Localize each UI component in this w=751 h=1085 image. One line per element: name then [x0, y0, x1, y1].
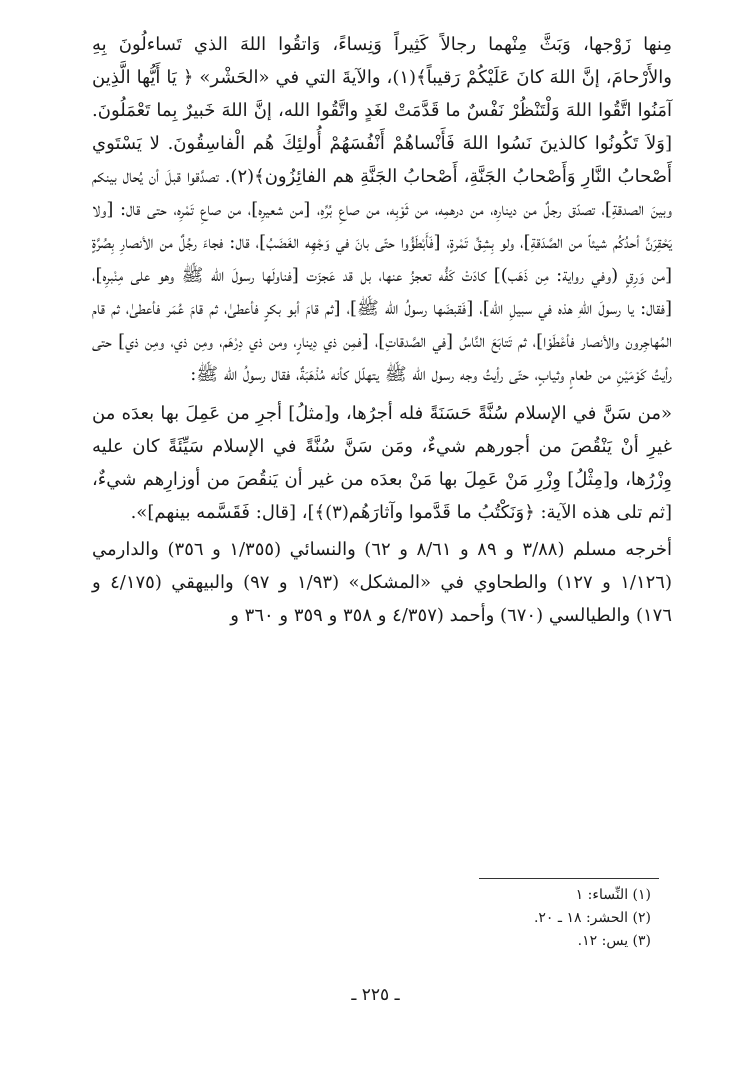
footnotes	[534, 884, 651, 953]
takhrij-paragraph: أخرجه مسلم (٣/٨٨ و ٨٩ و ٨/٦١ و ٦٢) والنسائي (١/٣٥٥ و ٣٥٦) والدارمي (١/١٢٦ و ١٢٧) والطحاوي في «المشكل» (١/٩٣ و ٩٧) والبيهقي (٤/١٧٥ و ١٧٦) والطيالسي (٦٧٠) وأحمد (٤/٣٥٧ و ٣٥٨ و ٣٥٩ و ٣٦٠ و	[92, 539, 673, 626]
main-paragraph-text: مِنها زَوْجها، وَبَثَّ مِنْهما رجالاً كَثِيراً وَنِساءً، وَاتقُوا اللهَ الذي تَساءلُونَ بِهِ والأَرْحامَ، إنَّ اللهَ كانَ عَلَيْكُمْ رَقيباً﴾(١)، والآيةَ التي في «الحَشْر» ﴿ يَا أَيُّها الَّذِين آمَنُوا اتَّقُوا اللهَ وَلْتَنْظُرْ نَفْسٌ ما قَدَّمَتْ لغَدٍ واتَّقُوا الله، إنَّ اللهَ خَبيرٌ بِما تَعْمَلُونَ. [وَلاَ تَكُونُوا كالذينَ نَسُوا اللهَ فَأَنْساهُمْ أَنْفُسَهُمْ أُولئِكَ هُم الْفاسِقُونَ. لا يَسْتَوي أَصْحابُ النَّارِ وَأَصْحابُ الجَنَّةِ، أَصْحابُ الجَنَّةِ هم الفائِزُون﴾(٢). تصدَّقوا قبلَ أن يُحال بينكم وبينَ الصدقةِ]، تصدّق رجلٌ من دينارِه، من درهمِه، من ثَوْبِه، من صاعِ بُرِّهِ، [من شعيرِه]، من صاعِ تَمْرِه، حتى قال: [ولا يَحْقِرَنَّ أحدُكُم شيئاً من الصَّدَقةِ]، ولو بِشِقِّ تَمْرةٍ، [فَأَبْطَؤُوا حتّى بانَ في وَجْهِه الغَضَبُ]، قال: فجاءَ رجُلٌ من الأنصارِ بِصُرَّةٍ [من وَرِقٍ (وفي رواية: مِن ذَهَب)] كادَتْ كَفُّه تعجزُ عنها، بل قد عَجزَت [فناولَها رسولَ الله ﷺ وهو على مِنْبرِه]، [فقال: يا رسولَ اللهِ هذه في سبيلِ الله]، [فَقبضَها رسولُ الله ﷺ]، [ثم قامَ أبو بكرٍ فأعطىٰ، ثم قامَ عُمَر فأعطىٰ، ثم قام المُهاجِرون والأنصار فأعْطَوْا]، ثم تَتابَعَ النَّاسُ [في الصَّدقاتِ]، [فمِن ذي دِينارٍ، ومن ذي دِرْهَم، ومِن ذي، ومِن ذي] حتى رأيتُ كَوْمَيْنِ من طعامٍ وثيابٍ، حتّى رأيتُ وجه رسول الله ﷺ يتهلّل كأنه مُذْهَبَةٌ، فقال رسولُ الله ﷺ:	[92, 34, 672, 385]
page-body	[92, 28, 672, 632]
footnote-1: (١) النِّساء: ١	[575, 887, 651, 903]
footnote-2: (٢) الحشر: ١٨ ـ ٢٠.	[533, 910, 651, 926]
hadith-paragraph: «من سَنَّ في الإسلام سُنَّةً حَسَنَةً فله أجرُها، و[مثلُ] أجرِ من عَمِلَ بها بعدَه من غيرِ أنْ يَنْقُصَ من أجورهم شيءٌ، ومَن سَنَّ سُنَّةً في الإسلام سَيِّئَةً كان عليه وِزْرُها، و[مِثْلُ] وِزْرِ مَنْ عَمِلَ بها مَنْ بعدَه من غير أن يَنقُصَ من أوزارِهم شيءٌ، [ثم تلى هذه الآية: ﴿وَنَكْتُبُ ما قَدَّموا وآثارَهُم(٣)﴾]، [قال: فَقَسَّمه بينهم]».	[92, 403, 672, 523]
main-paragraph	[92, 28, 672, 391]
footnote-3: (٣) يس: ١٢.	[577, 933, 651, 949]
footnote-divider	[479, 878, 659, 879]
page-number: ـ ٢٢٥ ـ	[351, 985, 400, 1005]
